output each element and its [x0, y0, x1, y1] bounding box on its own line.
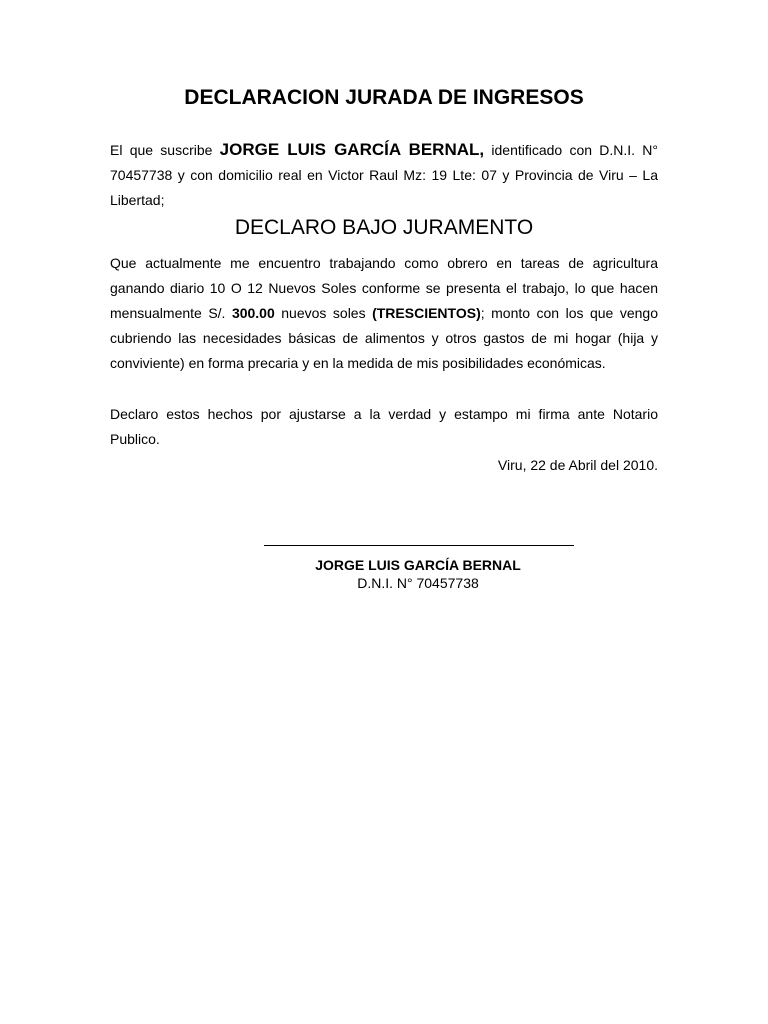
- intro-paragraph: [110, 137, 658, 213]
- income-text-2: nuevos soles: [274, 305, 373, 321]
- declaration-heading: DECLARO BAJO JURAMENTO: [234, 216, 534, 239]
- income-amount: 300.00: [231, 305, 275, 321]
- income-paragraph: [110, 251, 658, 376]
- intro-prefix: El que suscribe: [110, 142, 220, 158]
- date-line: Viru, 22 de Abril del 2010.: [497, 457, 658, 473]
- declarant-name: JORGE LUIS GARCÍA BERNAL: [219, 140, 480, 159]
- income-text-1: Que actualmente me encuentro trabajando como obrero en tareas de agricultura ganando diario 10 O 12 Nuevos Soles conforme se presenta el trabajo, lo que hacen mensualmente S/.: [110, 255, 658, 321]
- intro-rest: identificado con D.N.I. N° 70457738 y con domicilio real en Victor Raul Mz: 19 Lte: 07 y Provincia de Viru – La Libertad;: [110, 142, 658, 208]
- signature-name: JORGE LUIS GARCÍA BERNAL: [315, 557, 521, 573]
- income-amount-words: (TRESCIENTOS): [372, 305, 481, 321]
- document-title: DECLARACION JURADA DE INGRESOS: [184, 86, 584, 109]
- income-text-3: ; monto con los que vengo cubriendo las necesidades básicas de alimentos y otros gastos de mi hogar (hija y conviviente) en forma precaria y en la medida de mis posibilidades económicas.: [110, 305, 658, 371]
- declarant-name-suffix: ,: [479, 140, 485, 159]
- signature-dni: D.N.I. N° 70457738: [357, 575, 479, 591]
- closing-paragraph: Declaro estos hechos por ajustarse a la verdad y estampo mi firma ante Notario Publico.: [110, 406, 658, 447]
- signature-line: [264, 545, 574, 546]
